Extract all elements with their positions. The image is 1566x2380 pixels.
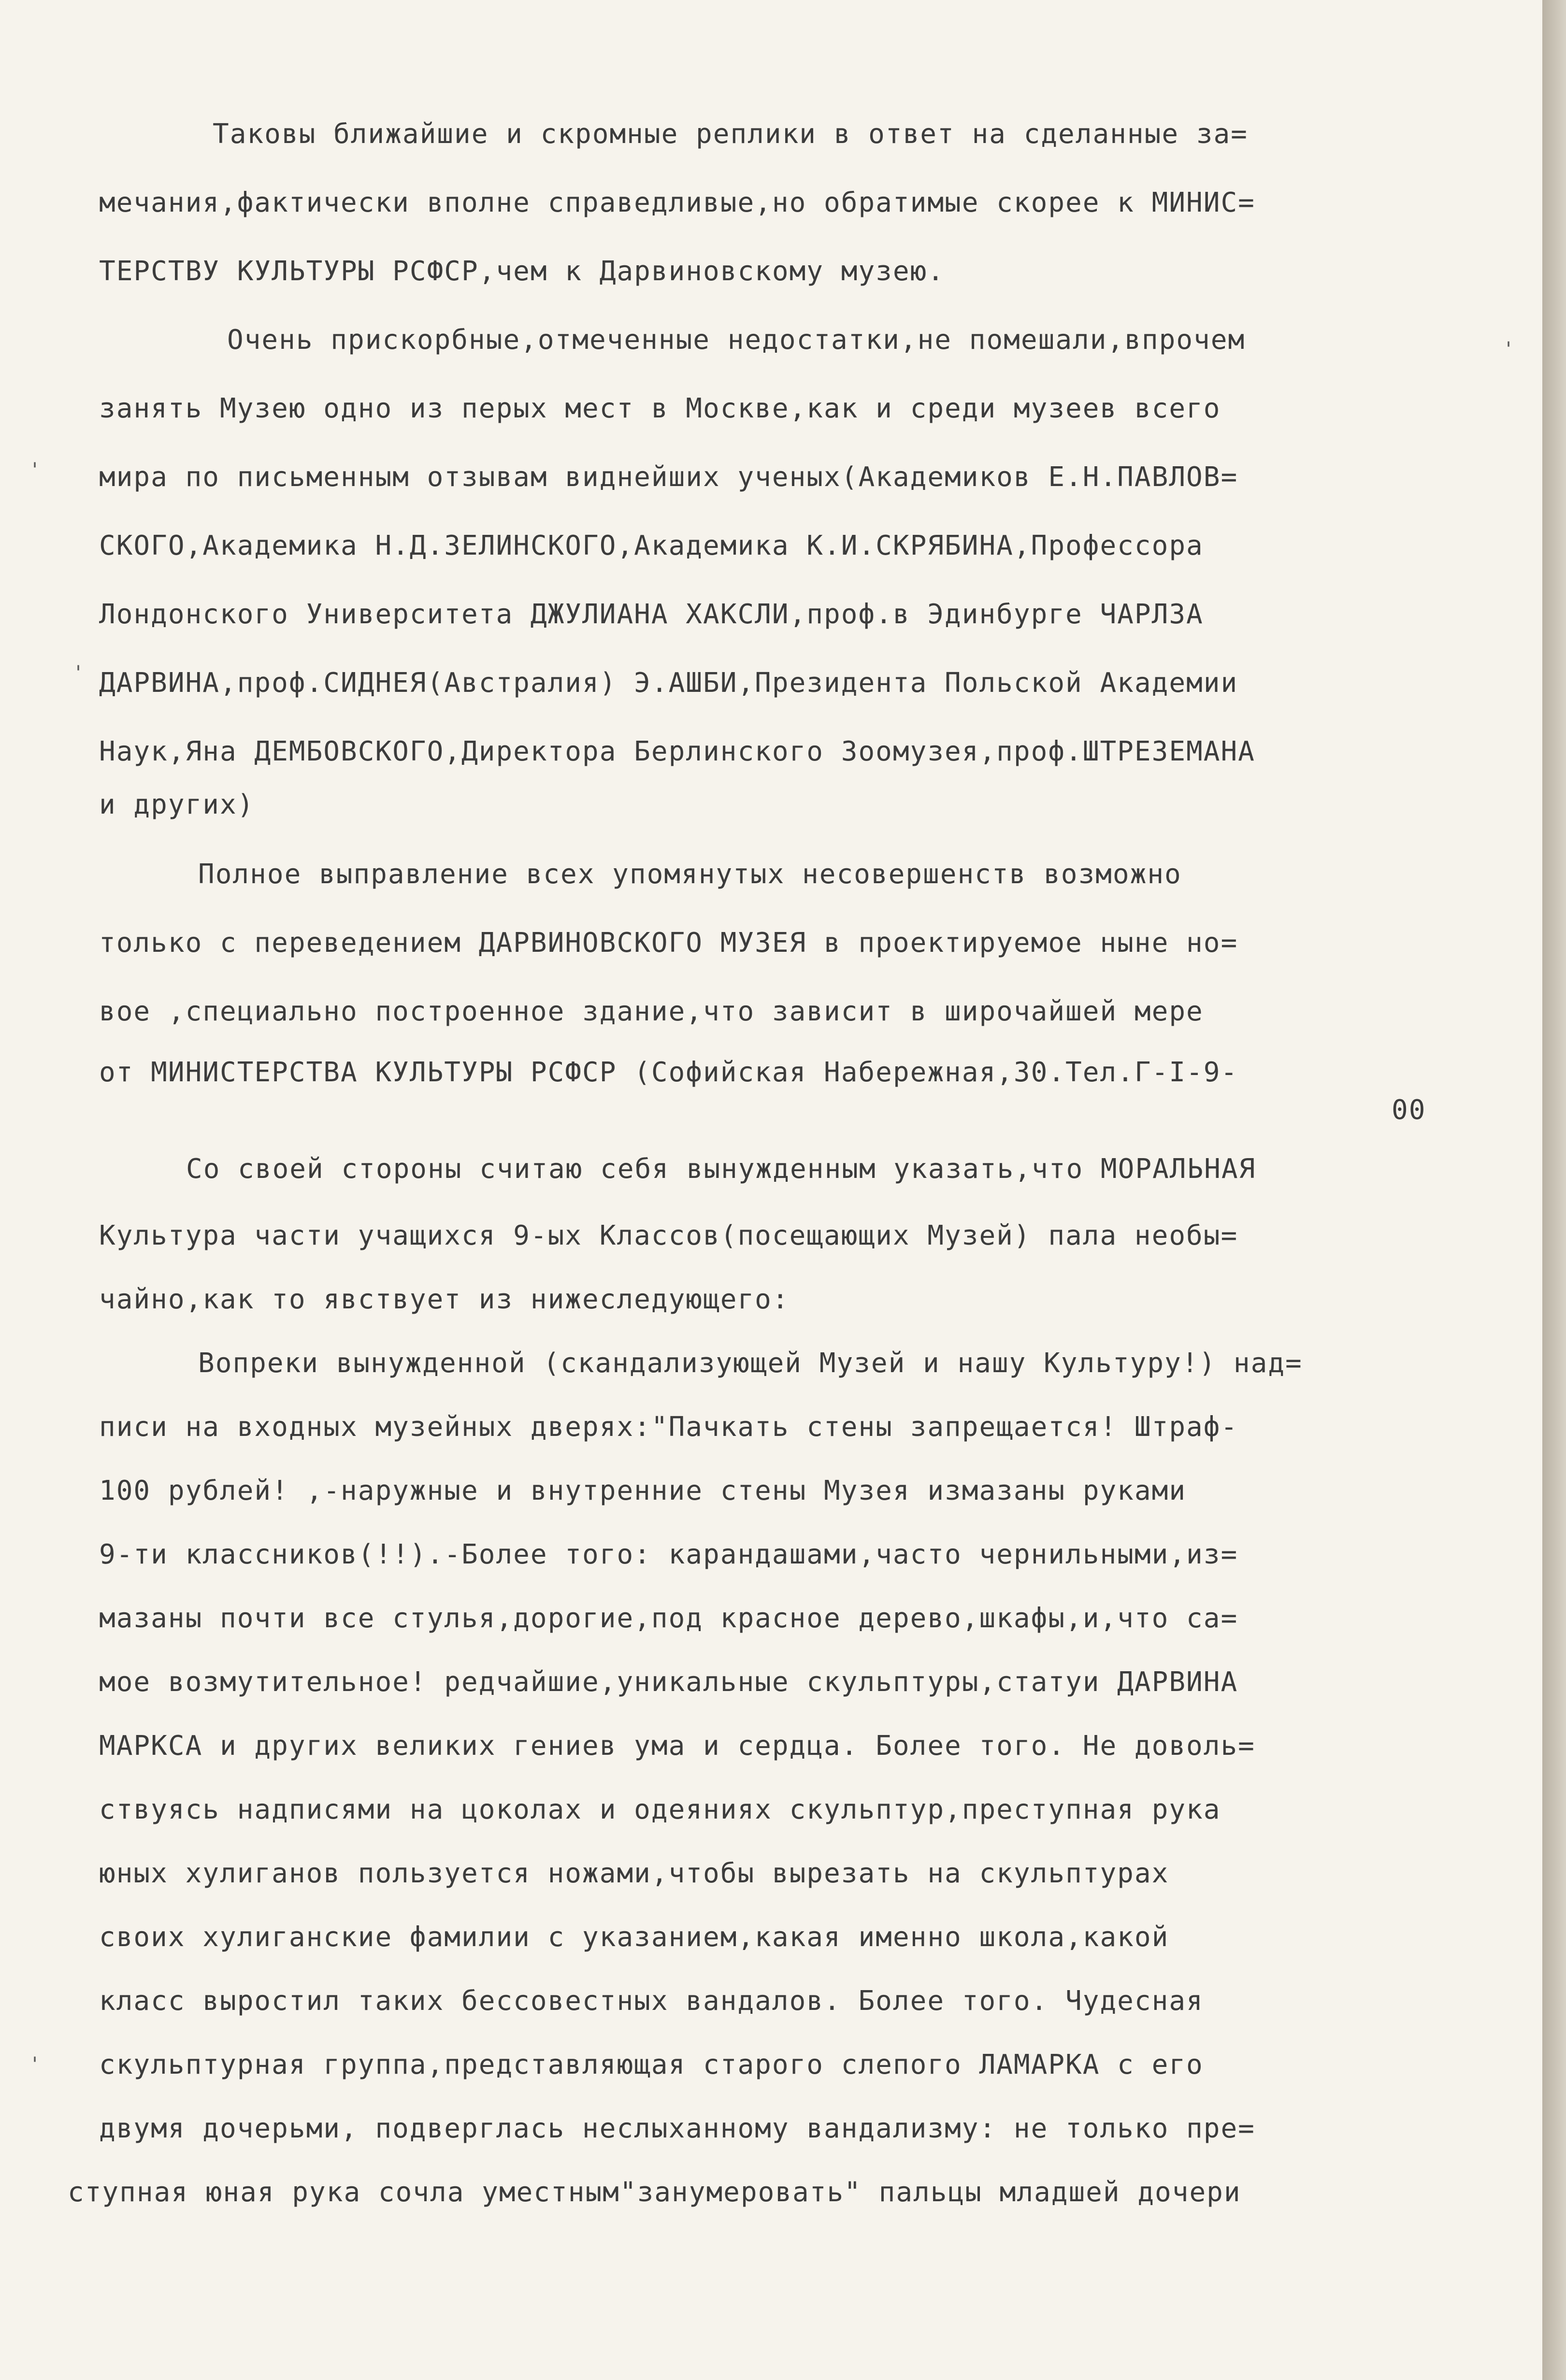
text-line: мое возмутительное! редчайшие,уникальные скульптуры,статуи ДАРВИНА (99, 1666, 1238, 1698)
text-line: своих хулиганские фамилии с указанием,какая именно школа,какой (99, 1921, 1169, 1953)
text-line: юных хулиганов пользуется ножами,чтобы вырезать на скульптурах (99, 1858, 1169, 1889)
text-line: занять Музею одно из перых мест в Москве,как и среди музеев всего (99, 393, 1221, 424)
text-line: скульптурная группа,представляющая старого слепого ЛАМАРКА с его (99, 2049, 1204, 2080)
text-line: мира по письменным отзывам виднейших ученых(Академиков Е.Н.ПАВЛОВ= (99, 461, 1238, 493)
text-line: от МИНИСТЕРСТВА КУЛЬТУРЫ РСФСР (Софийская Набережная,30.Тел.Г-I-9- (99, 1057, 1238, 1088)
text-line: ствуясь надписями на цоколах и одеяниях скульптур,преступная рука (99, 1794, 1221, 1825)
text-line: 00 (1392, 1094, 1426, 1126)
text-line: только с переведением ДАРВИНОВСКОГО МУЗЕЯ в проектируемое ныне но= (99, 927, 1238, 959)
text-line: Со своей стороны считаю себя вынужденным указать,что МОРАЛЬНАЯ (186, 1153, 1256, 1185)
text-line: Полное выправление всех упомянутых несовершенств возможно (198, 859, 1182, 890)
text-line: ДАРВИНА,проф.СИДНЕЯ(Австралия) Э.АШБИ,Президента Польской Академии (99, 667, 1238, 699)
text-line: Таковы ближайшие и скромные реплики в ответ на сделанные за= (213, 118, 1248, 150)
text-line: двумя дочерьми, подверглась неслыханному вандализму: не только пре= (99, 2113, 1255, 2144)
text-line: Очень прискорбные,отмеченные недостатки,не помешали,впрочем (227, 324, 1246, 356)
text-line: вое ,специально построенное здание,что зависит в широчайшей мере (99, 996, 1204, 1027)
text-line: Лондонского Университета ДЖУЛИАНА ХАКСЛИ,проф.в Эдинбурге ЧАРЛЗА (99, 599, 1204, 630)
archive-stamp (1474, 1957, 1491, 2227)
text-line: мечания,фактически вполне справедливые,но обратимые скорее к МИНИС= (99, 187, 1255, 218)
text-line: писи на входных музейных дверях:"Пачкать стены запрещается! Штраф- (99, 1411, 1238, 1443)
text-line: и других) (99, 789, 255, 820)
text-line: СКОГО,Академика Н.Д.ЗЕЛИНСКОГО,Академика К.И.СКРЯБИНА,Профессора (99, 530, 1204, 561)
margin-mark: ' (29, 459, 41, 481)
text-line: 9-ти классников(!!).-Более того: карандашами,часто чернильными,из= (99, 1539, 1238, 1570)
text-line: чайно,как то явствует из нижеследующего: (99, 1284, 790, 1315)
margin-mark: ' (1503, 338, 1515, 360)
text-line: мазаны почти все стулья,дорогие,под красное дерево,шкафы,и,что са= (99, 1603, 1238, 1634)
text-line: ТЕРСТВУ КУЛЬТУРЫ РСФСР,чем к Дарвиновскому музею. (99, 256, 945, 287)
margin-mark: ' (72, 662, 85, 684)
text-line: класс выростил таких бессовестных вандалов. Более того. Чудесная (99, 1985, 1204, 2017)
text-line: МАРКСА и других великих гениев ума и сердца. Более того. Не доволь= (99, 1730, 1255, 1762)
text-line: Культура части учащихся 9-ых Классов(посещающих Музей) пала необы= (99, 1220, 1238, 1251)
page-edge (1542, 0, 1566, 2380)
margin-mark: ' (29, 2053, 41, 2076)
text-line: 100 рублей! ,-наружные и внутренние стены Музея измазаны руками (99, 1475, 1187, 1506)
text-line: ступная юная рука сочла уместным"занумеровать" пальцы младшей дочери (68, 2177, 1241, 2208)
text-line: Вопреки вынужденной (скандализующей Музей и нашу Культуру!) над= (198, 1348, 1303, 1379)
text-line: Наук,Яна ДЕМБОВСКОГО,Директора Берлинского Зоомузея,проф.ШТРЕЗЕМАНА (99, 736, 1255, 767)
